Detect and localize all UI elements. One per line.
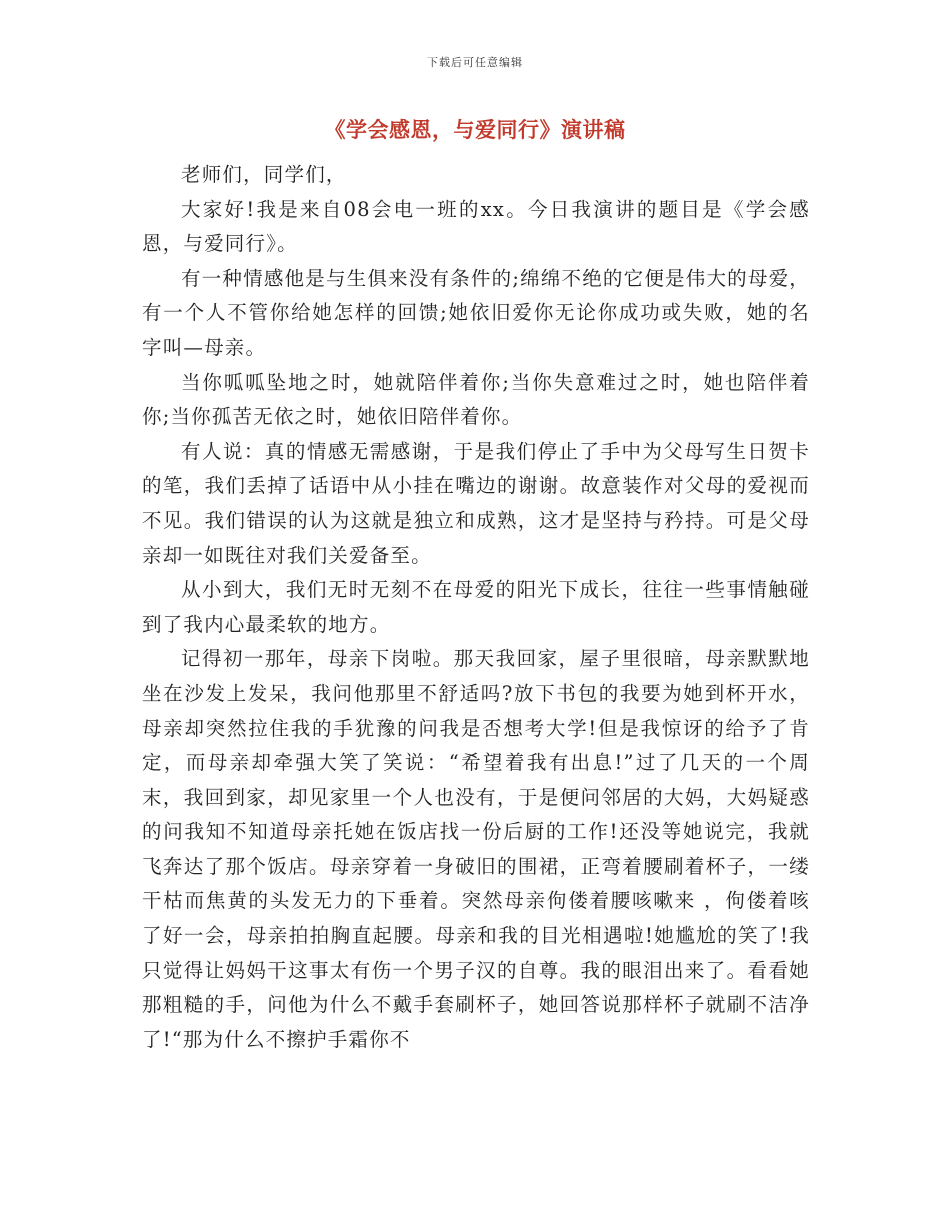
paragraph-growing-up: 从小到大，我们无时无刻不在母爱的阳光下成长，往往一些事情触碰到了我内心最柔软的地方。 <box>142 578 810 636</box>
document-body <box>142 158 810 1057</box>
paragraph-mothers-love: 有一种情感他是与生俱来没有条件的;绵绵不绝的它便是伟大的母爱，有一个人不管你给她怎样的回馈;她依旧爱你无论你成功或失败，她的名字叫—母亲。 <box>142 266 810 359</box>
paragraph-introduction: 大家好!我是来自08会电一班的xx。今日我演讲的题目是《学会感恩，与爱同行》。 <box>142 197 810 256</box>
paragraph-companionship: 当你呱呱坠地之时，她就陪伴着你;当你失意难过之时，她也陪伴着你;当你孤苦无依之时，她依旧陪伴着你。 <box>142 370 810 429</box>
paragraph-gratitude: 有人说：真的情感无需感谢，于是我们停止了手中为父母写生日贺卡的笔，我们丢掉了话语中从小挂在嘴边的谢谢。故意装作对父母的爱视而不见。我们错误的认为这就是独立和成熟，这才是坚持与矜持。可是父母亲却一如既往对我们关爱备至。 <box>142 439 810 567</box>
document-title: 《学会感恩，与爱同行》演讲稿 <box>324 117 626 142</box>
header-note: 下载后可任意编辑 <box>427 56 523 69</box>
paragraph-greeting: 老师们，同学们， <box>181 163 347 186</box>
paragraph-story: 记得初一那年，母亲下岗啦。那天我回家，屋子里很暗，母亲默默地坐在沙发上发呆，我问他那里不舒适吗?放下书包的我要为她到杯开水，母亲却突然拉住我的手犹豫的问我是否想考大学!但是我惊讶的给予了肯定，而母亲却牵强大笑了笑说：“希望着我有出息!”过了几天的一个周末，我回到家，却见家里一个人也没有，于是便问邻居的大妈，大妈疑惑的问我知不知道母亲托她在饭店找一份后厨的工作!还没等她说完，我就飞奔达了那个饭店。母亲穿着一身破旧的围裙，正弯着腰刷着杯子，一缕干枯而焦黄的头发无力的下垂着。突然母亲佝偻着腰咳嗽来 ，佝偻着咳了好一会，母亲拍拍胸直起腰。母亲和我的目光相遇啦!她尴尬的笑了!我只觉得让妈妈干这事太有伤一个男子汉的自尊。我的眼泪出来了。看看她那粗糙的手，问他为什么不戴手套刷杯子，她回答说那样杯子就刷不洁净了!“那为什么不擦护手霜你不 <box>142 647 810 1051</box>
